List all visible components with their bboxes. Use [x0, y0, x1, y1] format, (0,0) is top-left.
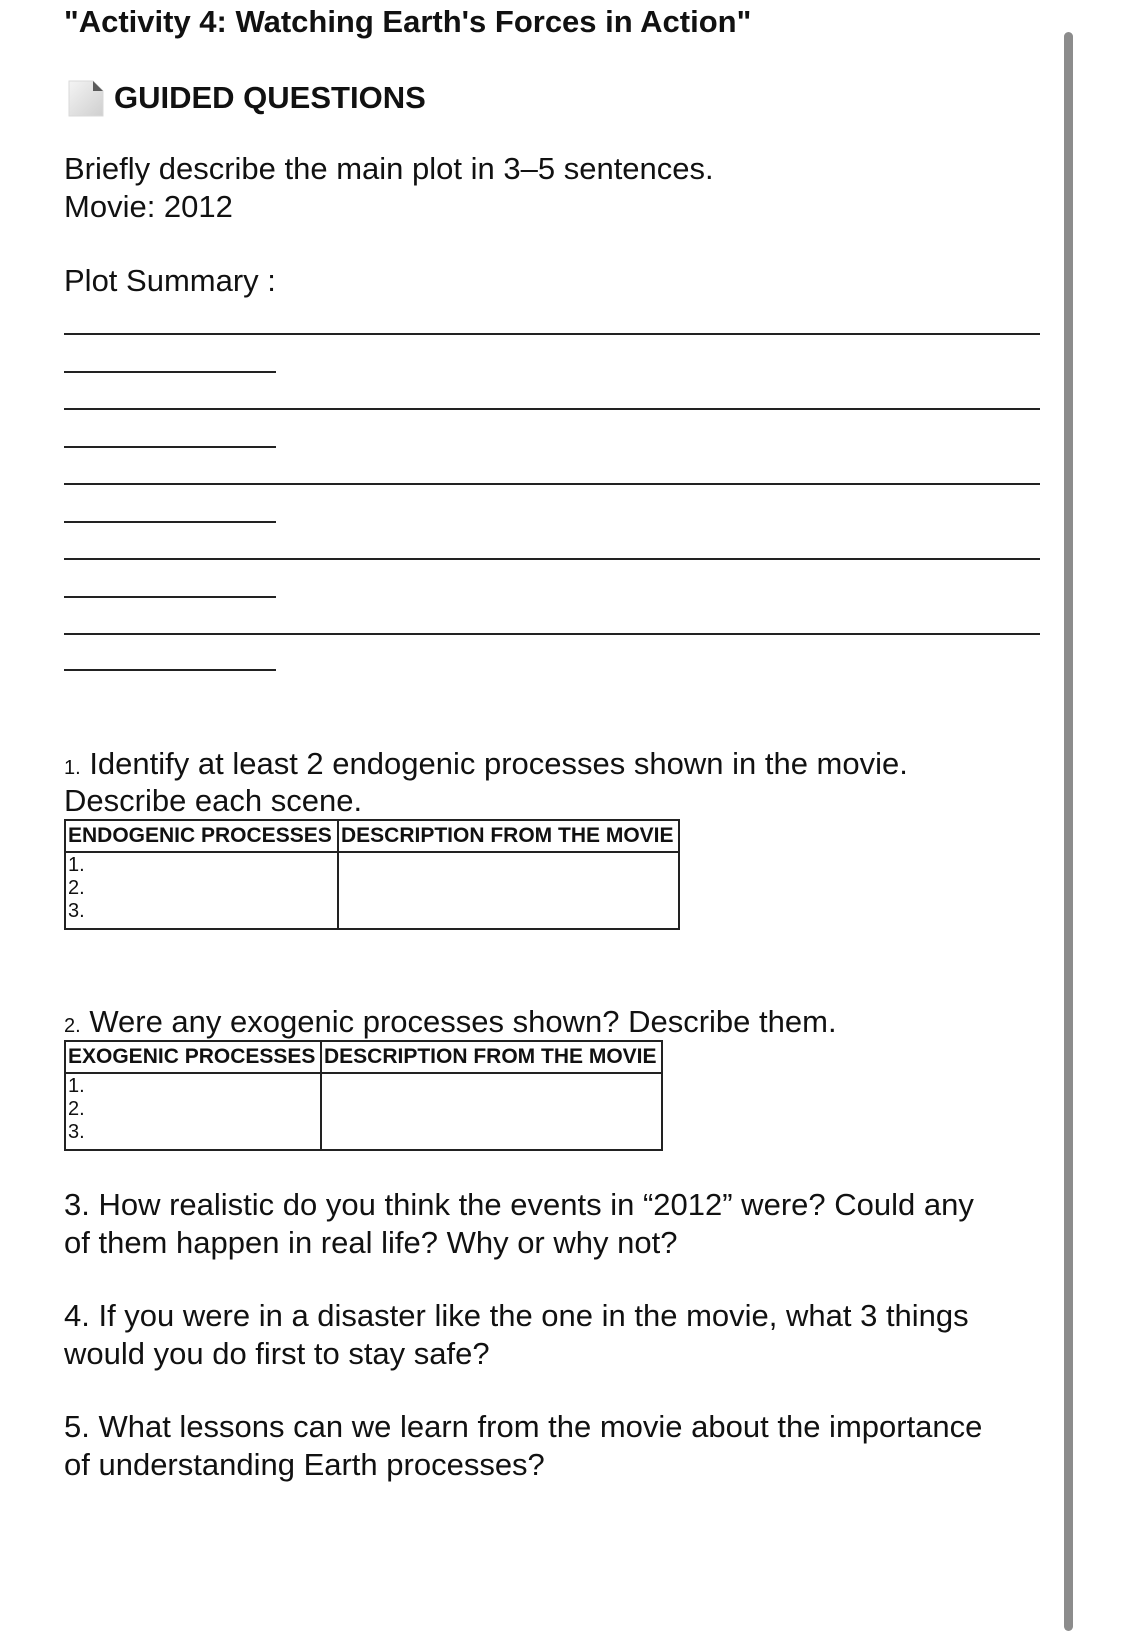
endogenic-table [64, 819, 680, 930]
answer-line [64, 633, 1040, 635]
exogenic-table [64, 1040, 663, 1151]
row-number: 1. [68, 1075, 85, 1097]
plot-summary-label: Plot Summary : [64, 263, 276, 298]
question-3-line1: 3. How realistic do you think the events in “2012” were? Could any [64, 1187, 974, 1222]
question-1-line2: Describe each scene. [64, 783, 363, 818]
table-header: DESCRIPTION FROM THE MOVIE [321, 1041, 662, 1073]
question-2 [64, 1003, 837, 1045]
section-label: GUIDED QUESTIONS [114, 80, 426, 115]
answer-line [64, 669, 276, 671]
answer-line [64, 408, 1040, 410]
row-number: 3. [68, 1121, 85, 1143]
activity-title: "Activity 4: Watching Earth's Forces in Action" [64, 4, 752, 39]
description-cell[interactable] [321, 1073, 662, 1150]
row-number: 2. [68, 1098, 85, 1120]
answer-line [64, 483, 1040, 485]
process-cell[interactable] [65, 852, 338, 929]
process-cell[interactable] [65, 1073, 321, 1150]
question-3-line2: of them happen in real life? Why or why not? [64, 1225, 678, 1260]
row-number: 1. [68, 854, 85, 876]
description-cell[interactable] [338, 852, 679, 929]
question-number: 1. [64, 757, 81, 779]
question-text: Were any exogenic processes shown? Describe them. [89, 1004, 837, 1039]
row-number: 2. [68, 877, 85, 899]
document-icon [66, 78, 106, 118]
vertical-scrollbar[interactable] [1064, 32, 1073, 1631]
table-header: ENDOGENIC PROCESSES [65, 820, 338, 852]
question-4-line1: 4. If you were in a disaster like the one in the movie, what 3 things [64, 1298, 969, 1333]
question-1 [64, 745, 908, 787]
guided-questions-heading [66, 78, 426, 118]
movie-name: Movie: 2012 [64, 189, 233, 224]
answer-line [64, 596, 276, 598]
answer-line [64, 558, 1040, 560]
question-5-line2: of understanding Earth processes? [64, 1447, 545, 1482]
question-number: 2. [64, 1015, 81, 1037]
row-number: 3. [68, 900, 85, 922]
question-text: Identify at least 2 endogenic processes shown in the movie. [89, 746, 908, 781]
plot-instruction: Briefly describe the main plot in 3–5 sentences. [64, 151, 714, 186]
answer-line [64, 333, 1040, 335]
table-header: DESCRIPTION FROM THE MOVIE [338, 820, 679, 852]
answer-line [64, 446, 276, 448]
question-4-line2: would you do first to stay safe? [64, 1336, 490, 1371]
answer-line [64, 371, 276, 373]
answer-line [64, 521, 276, 523]
table-header: EXOGENIC PROCESSES [65, 1041, 321, 1073]
question-5-line1: 5. What lessons can we learn from the movie about the importance [64, 1409, 983, 1444]
